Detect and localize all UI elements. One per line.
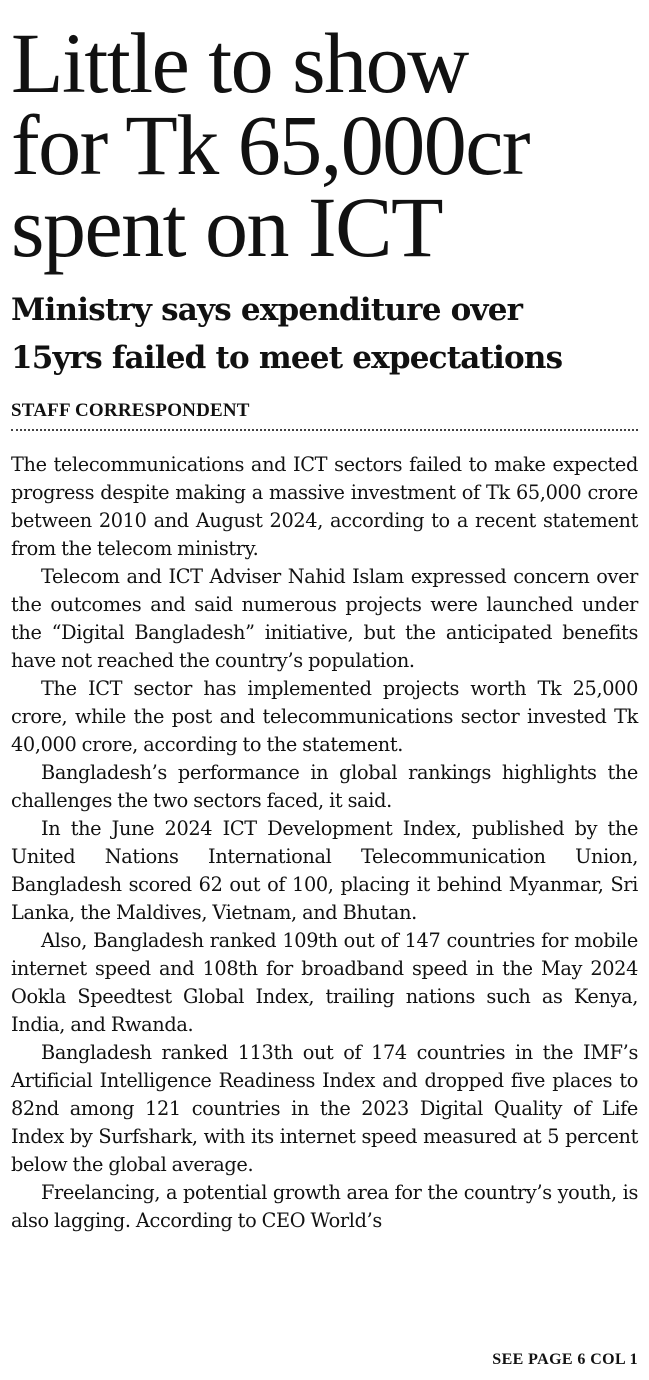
article-paragraph: Bangladesh’s performance in global rankings highlights the challenges the two sectors faced, it said. — [11, 761, 638, 812]
subheadline-line-2: 15yrs failed to meet expectations — [11, 340, 563, 376]
headline-line-1: Little to show — [11, 15, 468, 111]
dotted-divider — [11, 429, 638, 431]
continuation-note: SEE PAGE 6 COL 1 — [492, 1351, 638, 1368]
article-paragraph: Bangladesh ranked 113th out of 174 countries in the IMF’s Artificial Intelligence Readiness Index and dropped five places to 82nd among 121 countries in the 2023 Digital Quality of Life Index by Surfshark, with its internet speed measured at 5 percent below the global average. — [11, 1041, 638, 1176]
headline-line-3: spent on ICT — [11, 179, 443, 275]
headline-line-2: for Tk 65,000cr — [11, 97, 530, 193]
article-paragraph: The ICT sector has implemented projects worth Tk 25,000 crore, while the post and telecommunications sector invested Tk 40,000 crore, according to the statement. — [11, 677, 638, 756]
article-body — [11, 451, 638, 1235]
byline: STAFF CORRESPONDENT — [11, 400, 250, 421]
headline — [11, 15, 638, 275]
article-paragraph: Freelancing, a potential growth area for the country’s youth, is also lagging. According to CEO World’s — [11, 1181, 638, 1232]
subheadline — [11, 286, 638, 382]
article-paragraph: In the June 2024 ICT Development Index, published by the United Nations International Telecommunication Union, Bangladesh scored 62 out of 100, placing it behind Myanmar, Sri Lanka, the Maldives, Vietnam, and Bhutan. — [11, 817, 638, 924]
subheadline-line-1: Ministry says expenditure over — [11, 292, 523, 328]
article-paragraph: Also, Bangladesh ranked 109th out of 147 countries for mobile internet speed and 108th for broadband speed in the May 2024 Ookla Speedtest Global Index, trailing nations such as Kenya, India, and Rwanda. — [11, 929, 638, 1036]
article-paragraph: Telecom and ICT Adviser Nahid Islam expressed concern over the outcomes and said numerous projects were launched under the “Digital Bangladesh” initiative, but the anticipated benefits have not reached the country’s population. — [11, 565, 638, 672]
article-paragraph: The telecommunications and ICT sectors failed to make expected progress despite making a massive investment of Tk 65,000 crore between 2010 and August 2024, according to a recent statement from the telecom ministry. — [11, 453, 638, 560]
